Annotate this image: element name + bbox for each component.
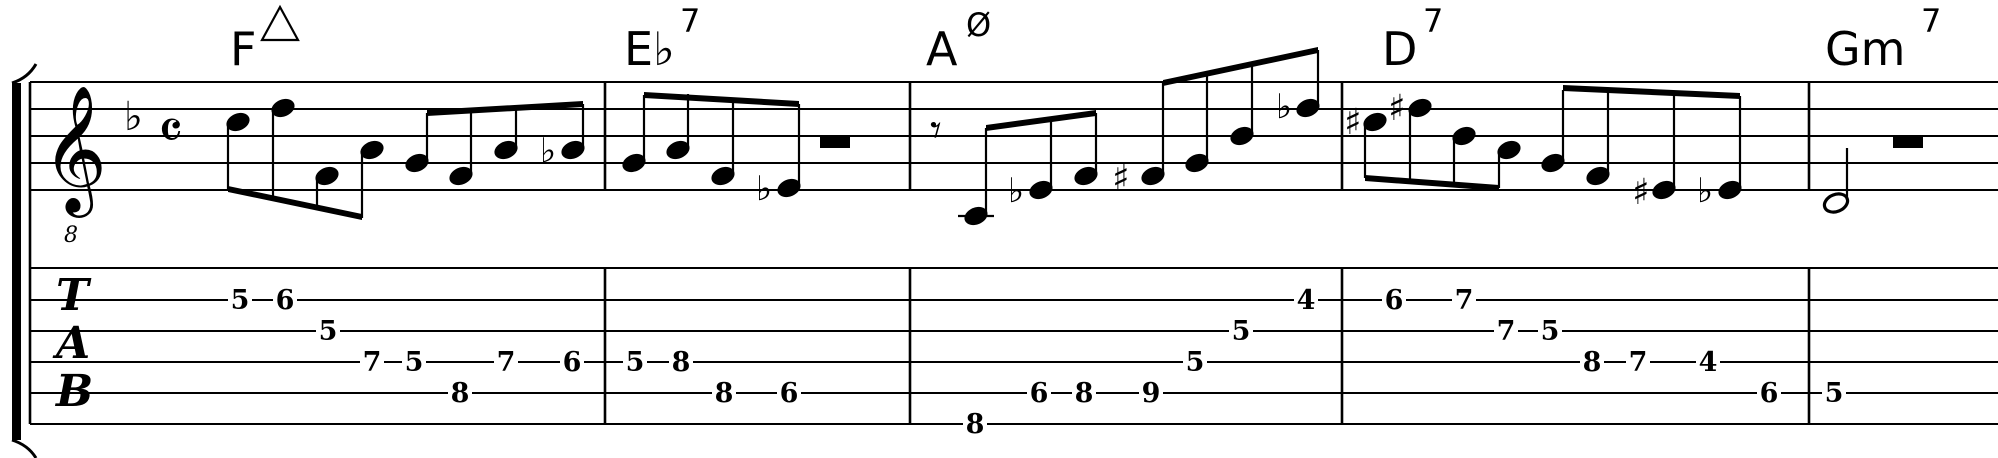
chord-symbols — [230, 2, 1941, 76]
eighth-rest-icon: 𝄾 — [930, 105, 942, 156]
tab-number: 7 — [362, 347, 382, 378]
tab-clef-b: B — [56, 366, 94, 417]
tab-number: 7 — [1628, 347, 1648, 378]
tab-number: 8 — [1582, 347, 1602, 378]
tab-number: 4 — [1698, 347, 1718, 378]
sharp-accidental-icon: ♯ — [1632, 172, 1650, 213]
beam — [228, 186, 362, 220]
tab-number: 6 — [779, 378, 799, 409]
half-rest-icon — [820, 136, 850, 148]
tab-number: 5 — [404, 347, 424, 378]
tab-number: 6 — [1029, 378, 1049, 409]
flat-accidental-icon: ♭ — [540, 131, 557, 171]
beam — [1563, 85, 1740, 99]
tab-number: 6 — [562, 347, 582, 378]
key-signature-flat-icon: ♭ — [124, 94, 143, 140]
measure-1-notes — [224, 96, 588, 220]
tab-number: 5 — [1540, 316, 1560, 347]
tab-clef-a: A — [56, 318, 91, 369]
sharp-accidental-icon: ♯ — [1112, 158, 1130, 199]
tab-number: 4 — [1296, 285, 1316, 316]
tab-number: 5 — [625, 347, 645, 378]
flat-accidental-icon: ♭ — [1697, 171, 1714, 211]
flat-accidental-icon: ♭ — [1276, 87, 1293, 127]
beam — [1163, 47, 1318, 86]
beam — [986, 110, 1096, 131]
tab-number: 7 — [1496, 316, 1516, 347]
chord-3-quality: Ø — [966, 6, 992, 44]
tab-number: 7 — [496, 347, 516, 378]
chord-1-root: F — [230, 22, 257, 76]
common-time-icon: 𝄴 — [158, 99, 184, 164]
barlines — [30, 82, 1809, 424]
tab-number: 9 — [1141, 378, 1161, 409]
half-rest-icon — [1893, 136, 1923, 148]
beam — [1365, 175, 1499, 191]
tab-number: 5 — [230, 285, 250, 316]
chord-5-root: Gm — [1825, 22, 1906, 76]
flat-accidental-icon: ♭ — [1008, 171, 1025, 211]
sharp-accidental-icon: ♯ — [1344, 102, 1362, 143]
measure-5-notes — [1822, 136, 1923, 215]
chord-5-quality: 7 — [1921, 2, 1942, 40]
tab-number: 8 — [450, 378, 470, 409]
chord-2-root: E♭ — [624, 22, 675, 76]
tab-number: 5 — [1231, 316, 1251, 347]
tab-number: 8 — [965, 409, 985, 440]
tab-number: 5 — [318, 316, 338, 347]
chord-4-root: D — [1382, 22, 1418, 76]
measure-3-notes — [930, 47, 1322, 228]
tab-number: 8 — [714, 378, 734, 409]
tab-number: 7 — [1454, 285, 1474, 316]
chord-4-quality: 7 — [1423, 2, 1444, 40]
tab-number: 6 — [1384, 285, 1404, 316]
tab-number: 6 — [275, 285, 295, 316]
tab-number: 8 — [1074, 378, 1094, 409]
system-bracket — [12, 64, 36, 458]
chord-2-quality: 7 — [680, 2, 701, 40]
chord-3-root: A — [926, 22, 958, 76]
clef-octave-marker: 8 — [64, 223, 78, 248]
tab-number: 8 — [671, 347, 691, 378]
tab-number: 6 — [1759, 378, 1779, 409]
measure-4-notes — [1344, 85, 1744, 213]
sharp-accidental-icon: ♯ — [1388, 88, 1406, 129]
beam — [644, 92, 799, 107]
flat-accidental-icon: ♭ — [756, 169, 773, 209]
tab-number: 5 — [1824, 378, 1844, 409]
major7-triangle-icon — [262, 7, 298, 40]
tab-clef-t: T — [56, 270, 89, 321]
tab-number: 5 — [1185, 347, 1205, 378]
treble-clef-icon: 𝄞 — [42, 84, 108, 212]
